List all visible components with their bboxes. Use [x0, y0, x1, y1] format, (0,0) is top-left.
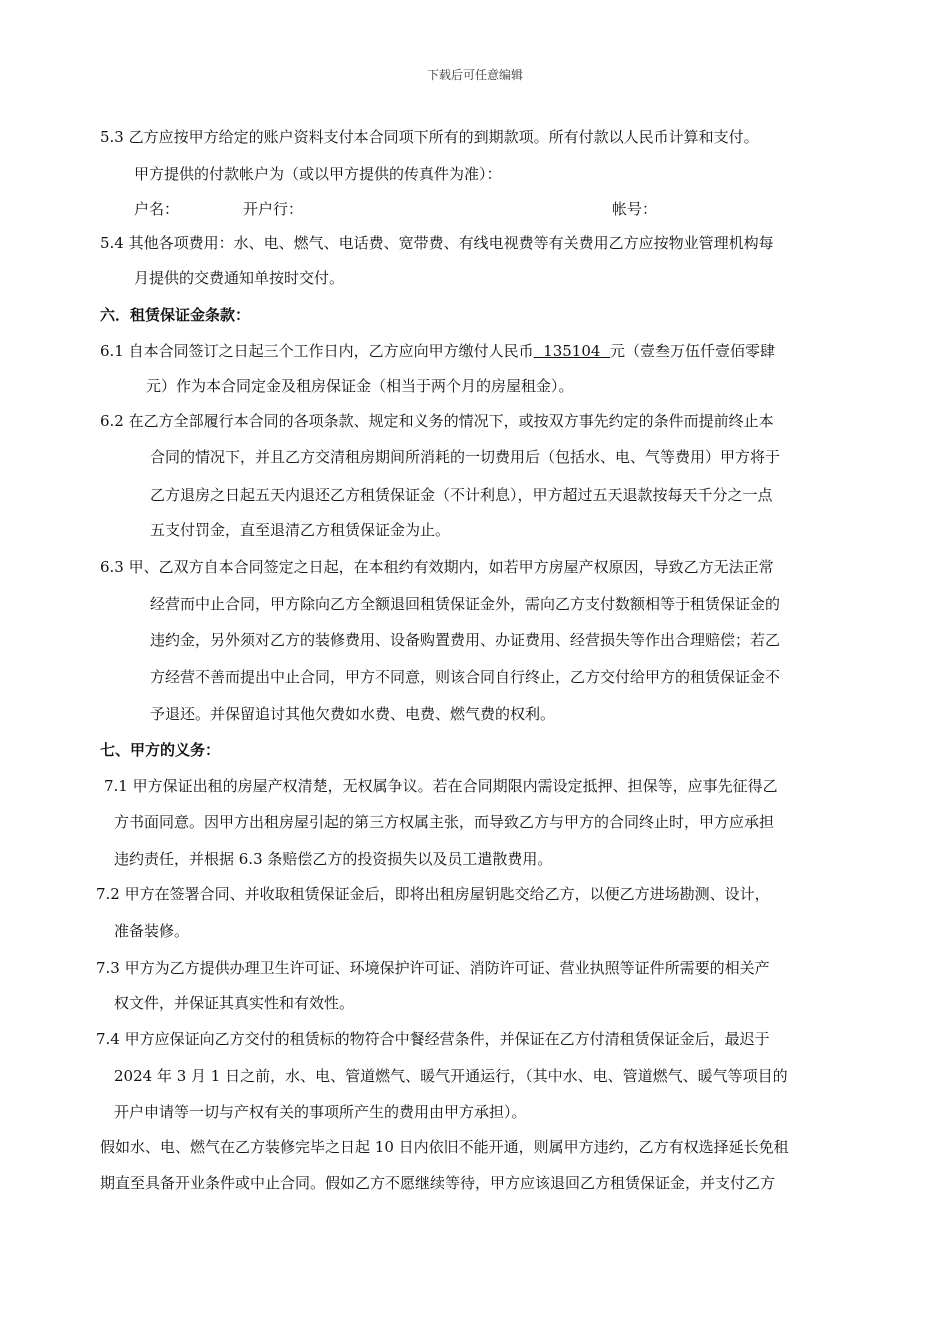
clause-7-1-line3: 违约责任，并根据 6.3 条赔偿乙方的投资损失以及员工遣散费用。 — [114, 850, 553, 868]
clause-7-4-line1: 7.4 甲方应保证向乙方交付的租赁标的物符合中餐经营条件，并保证在乙方付清租赁保证金后，最迟于 — [96, 1030, 770, 1048]
clause-7-1-line1: 7.1 甲方保证出租的房屋产权清楚，无权属争议。若在合同期限内需设定抵押、担保等，应事先征得乙 — [104, 777, 778, 795]
clause-6-1-line2: 元）作为本合同定金及租房保证金（相当于两个月的房屋租金）。 — [146, 377, 574, 395]
section-6-heading: 六．租赁保证金条款： — [100, 306, 251, 324]
clause-6-3-line1: 6.3 甲、乙双方自本合同签定之日起，在本租约有效期内，如若甲方房屋产权原因，导致乙方无法正常 — [100, 558, 774, 576]
final-para-line2: 期直至具备开业条件或中止合同。假如乙方不愿继续等待，甲方应该退回乙方租赁保证金，并支付乙方 — [100, 1174, 776, 1192]
clause-6-1-text-pre: 6.1 自本合同签订之日起三个工作日内，乙方应向甲方缴付人民币 — [100, 342, 534, 360]
final-para-line1: 假如水、电、燃气在乙方装修完毕之日起 10 日内依旧不能开通，则属甲方违约，乙方有权选择延长免租 — [100, 1138, 789, 1156]
clause-6-3-line2: 经营而中止合同，甲方除向乙方全额退回租赁保证金外，需向乙方支付数额相等于租赁保证金的 — [150, 595, 781, 613]
bank-label: 开户行： — [243, 200, 304, 218]
clause-5-4-line2: 月提供的交费通知单按时交付。 — [134, 269, 345, 287]
clause-7-4-line3: 开户申请等一切与产权有关的事项所产生的费用由甲方承担）。 — [114, 1103, 527, 1121]
clause-6-3-line5: 予退还。并保留追讨其他欠费如水费、电费、燃气费的权利。 — [150, 705, 556, 723]
clause-7-3-line1: 7.3 甲方为乙方提供办理卫生许可证、环境保护许可证、消防许可证、营业执照等证件所需要的相关产 — [96, 959, 770, 977]
account-name-label: 户名： — [134, 200, 180, 218]
clause-6-1-line1 — [100, 341, 775, 361]
clause-6-2-line4: 五支付罚金，直至退清乙方租赁保证金为止。 — [150, 521, 451, 539]
clause-6-3-line4: 方经营不善而提出中止合同，甲方不同意，则该合同自行终止，乙方交付给甲方的租赁保证金不 — [150, 668, 781, 686]
account-info-row — [0, 199, 950, 219]
account-number-label: 帐号： — [612, 200, 658, 218]
clause-5-4-line1: 5.4 其他各项费用：水、电、燃气、电话费、宽带费、有线电视费等有关费用乙方应按物业管理机构每 — [100, 234, 774, 252]
clause-6-2-line2: 合同的情况下，并且乙方交清租房期间所消耗的一切费用后（包括水、电、气等费用）甲方将于 — [150, 448, 781, 466]
deposit-amount: 135104 — [533, 342, 610, 360]
clause-6-1-text-post: 元（壹叁万伍仟壹佰零肆 — [609, 342, 775, 360]
clause-7-2-line1: 7.2 甲方在签署合同、并收取租赁保证金后，即将出租房屋钥匙交给乙方，以便乙方进场勘测、设计， — [96, 885, 770, 903]
page-header: 下载后可任意编辑 — [426, 68, 523, 82]
section-7-heading: 七、甲方的义务： — [100, 741, 221, 759]
clause-6-2-line3: 乙方退房之日起五天内退还乙方租赁保证金（不计利息），甲方超过五天退款按每天千分之一点 — [150, 486, 773, 504]
clause-5-3-line2: 甲方提供的付款帐户为（或以甲方提供的传真件为准）： — [134, 165, 502, 183]
clause-7-3-line2: 权文件，并保证其真实性和有效性。 — [114, 994, 355, 1012]
clause-7-1-line2: 方书面同意。因甲方出租房屋引起的第三方权属主张，而导致乙方与甲方的合同终止时，甲方应承担 — [114, 813, 775, 831]
clause-6-3-line3: 违约金，另外须对乙方的装修费用、设备购置费用、办证费用、经营损失等作出合理赔偿；若乙 — [150, 631, 781, 649]
clause-6-2-line1: 6.2 在乙方全部履行本合同的各项条款、规定和义务的情况下，或按双方事先约定的条件而提前终止本 — [100, 412, 774, 430]
clause-7-4-line2: 2024 年 3 月 1 日之前，水、电、管道燃气、暖气开通运行，（其中水、电、管道燃气、暖气等项目的 — [114, 1067, 788, 1085]
clause-7-2-line2: 准备装修。 — [114, 922, 190, 940]
clause-5-3-line1: 5.3 乙方应按甲方给定的账户资料支付本合同项下所有的到期款项。所有付款以人民币计算和支付。 — [100, 128, 759, 146]
